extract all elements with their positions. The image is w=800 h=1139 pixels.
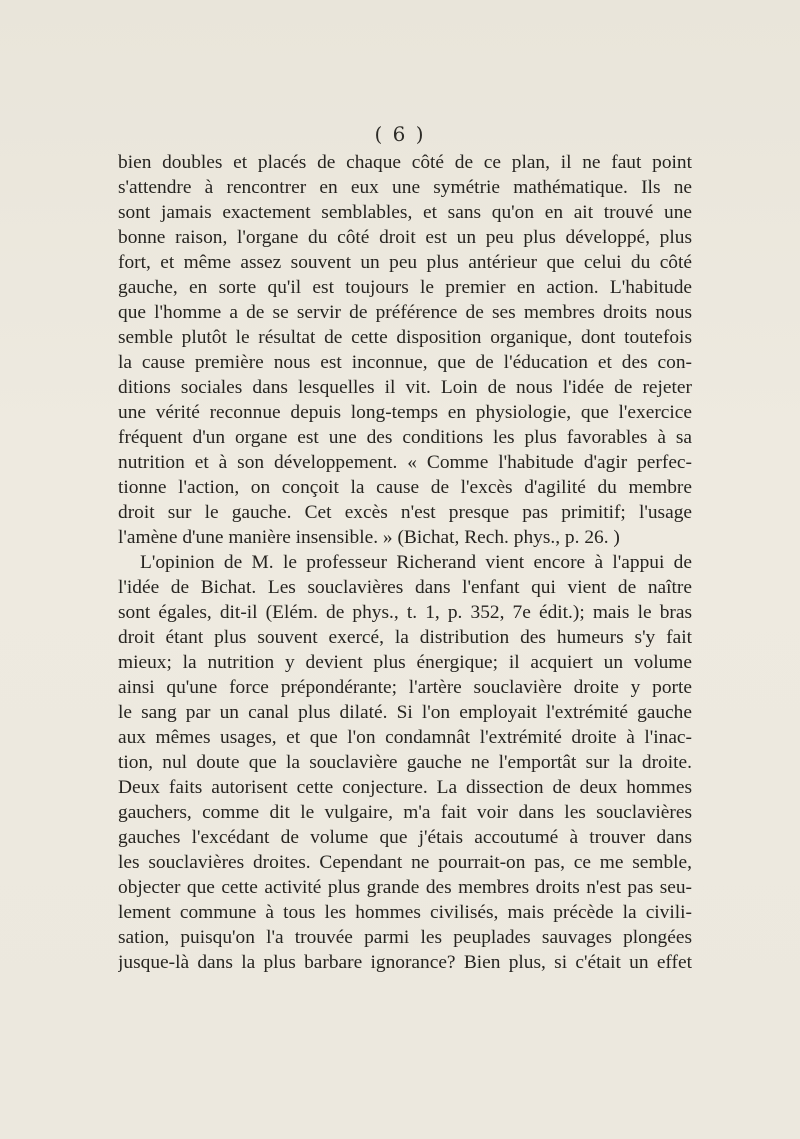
- text-line: lement commune à tous les hommes civilisés, mais précède la civili-: [118, 902, 692, 923]
- text-line: sation, puisqu'on l'a trouvée parmi les peuplades sauvages plongées: [118, 927, 692, 948]
- text-line: sont jamais exactement semblables, et sans qu'on en ait trouvé une: [118, 202, 692, 223]
- text-line: l'amène d'une manière insensible. » (Bichat, Rech. phys., p. 26. ): [118, 527, 620, 548]
- text-line: ainsi qu'une force prépondérante; l'artère souclavière droite y porte: [118, 677, 692, 698]
- text-line: gauche, en sorte qu'il est toujours le premier en action. L'habitude: [118, 277, 692, 298]
- page-number: ( 6 ): [374, 122, 426, 146]
- body-text: [118, 150, 692, 975]
- text-line: objecter que cette activité plus grande des membres droits n'est pas seu-: [118, 877, 692, 898]
- text-line: une vérité reconnue depuis long-temps en physiologie, que l'exercice: [118, 402, 692, 423]
- text-line: bonne raison, l'organe du côté droit est un peu plus développé, plus: [118, 227, 692, 248]
- text-line: fort, et même assez souvent un peu plus antérieur que celui du côté: [118, 252, 692, 273]
- text-line: droit sur le gauche. Cet excès n'est presque pas primitif; l'usage: [118, 502, 692, 523]
- text-line: ditions sociales dans lesquelles il vit. Loin de nous l'idée de rejeter: [118, 377, 692, 398]
- text-line: droit étant plus souvent exercé, la distribution des humeurs s'y fait: [118, 627, 692, 648]
- text-line: les souclavières droites. Cependant ne pourrait-on pas, ce me semble,: [118, 852, 692, 873]
- text-line: nutrition et à son développement. « Comme l'habitude d'agir perfec-: [118, 452, 692, 473]
- text-line: fréquent d'un organe est une des conditions les plus favorables à sa: [118, 427, 692, 448]
- text-line: s'attendre à rencontrer en eux une symétrie mathématique. Ils ne: [118, 177, 692, 198]
- text-line: mieux; la nutrition y devient plus énergique; il acquiert un volume: [118, 652, 692, 673]
- text-line: bien doubles et placés de chaque côté de ce plan, il ne faut point: [118, 152, 692, 173]
- text-line: gauchers, comme dit le vulgaire, m'a fait voir dans les souclavières: [118, 802, 692, 823]
- text-line: semble plutôt le résultat de cette disposition organique, dont toutefois: [118, 327, 692, 348]
- text-line: gauches l'excédant de volume que j'étais accoutumé à trouver dans: [118, 827, 692, 848]
- text-line: le sang par un canal plus dilaté. Si l'on employait l'extrémité gauche: [118, 702, 692, 723]
- text-line: sont égales, dit-il (Elém. de phys., t. 1, p. 352, 7e édit.); mais le bras: [118, 602, 692, 623]
- text-line: l'idée de Bichat. Les souclavières dans l'enfant qui vient de naître: [118, 577, 692, 598]
- text-line: que l'homme a de se servir de préférence de ses membres droits nous: [118, 302, 692, 323]
- text-line: aux mêmes usages, et que l'on condamnât l'extrémité droite à l'inac-: [118, 727, 692, 748]
- text-line: tion, nul doute que la souclavière gauche ne l'emportât sur la droite.: [118, 752, 692, 773]
- text-line: Deux faits autorisent cette conjecture. La dissection de deux hommes: [118, 777, 692, 798]
- text-line: jusque-là dans la plus barbare ignorance? Bien plus, si c'était un effet: [118, 952, 692, 973]
- text-line: tionne l'action, on conçoit la cause de l'excès d'agilité du membre: [118, 477, 692, 498]
- text-line: la cause première nous est inconnue, que de l'éducation et des con-: [118, 352, 692, 373]
- text-line: L'opinion de M. le professeur Richerand vient encore à l'appui de: [140, 552, 692, 573]
